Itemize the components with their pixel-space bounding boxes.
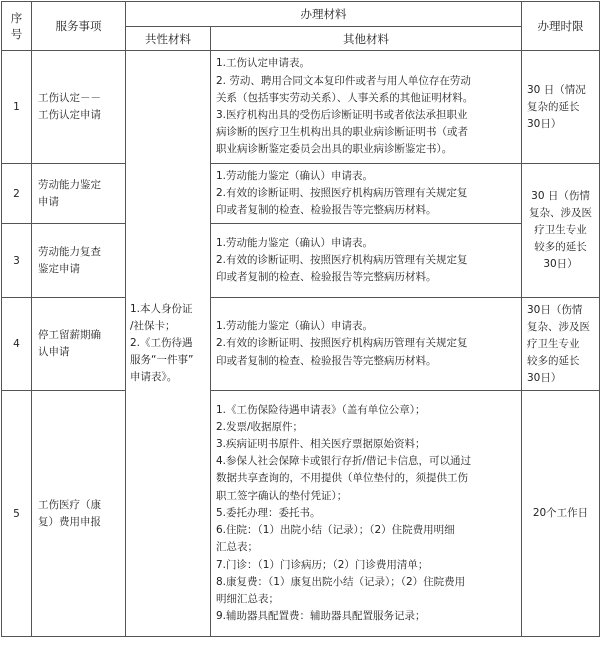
row-number: 5 [2, 391, 32, 637]
other-materials: 1.劳动能力鉴定（确认）申请表。 2.有效的诊断证明、按照医疗机构病历管理有关规定复 印或者复制的检查、检验报告等完整病历材料。 [211, 298, 522, 391]
common-materials: 1.本人身份证 /社保卡； 2.《工伤待遇 服务“一件事” 申请表》。 [126, 51, 211, 637]
row-number: 3 [2, 224, 32, 298]
table-row [2, 298, 600, 391]
time-limit: 20个工作日 [522, 391, 600, 637]
service-item: 劳动能力鉴定 申请 [32, 164, 126, 224]
header-other: 其他材料 [211, 27, 522, 51]
service-item: 停工留薪期确 认申请 [32, 298, 126, 391]
header-service: 服务事项 [32, 2, 126, 51]
table-row [2, 224, 600, 298]
header-row-1 [2, 2, 600, 27]
other-materials: 1.《工伤保险待遇申请表》（盖有单位公章）； 2.发票/收据原件； 3.疾病证明书原件、相关医疗票据原始资料； 4.参保人社会保障卡或银行存折/借记卡信息，可以通过 数据共享查询的，不用提供（单位垫付的，须提供工伤 职工签字确认的垫付凭证）； 5.委托办理：委托书。 6.住院：（1）出院小结（记录）；（2）住院费用明细 汇总表； 7.门诊：（1）门诊病历；（2）门诊费用清单； 8.康复费：（1）康复出院小结（记录）；（2）住院费用 明细汇总表； 9.辅助器具配置费：辅助器具配置服务记录； [211, 391, 522, 637]
row-number: 4 [2, 298, 32, 391]
row-number: 1 [2, 51, 32, 164]
time-limit: 30日（伤情 复杂、涉及医 疗卫生专业 较多的延长 30日） [522, 298, 600, 391]
time-limit: 30 日（情况 复杂的延长 30日） [522, 51, 600, 164]
header-materials: 办理材料 [126, 2, 522, 27]
other-materials: 1.劳动能力鉴定（确认）申请表。 2.有效的诊断证明、按照医疗机构病历管理有关规定复 印或者复制的检查、检验报告等完整病历材料。 [211, 164, 522, 224]
service-item: 劳动能力复查 鉴定申请 [32, 224, 126, 298]
table-row [2, 391, 600, 637]
table-row [2, 51, 600, 164]
other-materials: 1.工伤认定申请表。 2. 劳动、聘用合同文本复印件或者与用人单位存在劳动 关系（包括事实劳动关系）、人事关系的其他证明材料。 3.医疗机构出具的受伤后诊断证明书或者依法承担职业 病诊断的医疗卫生机构出具的职业病诊断证明书（或者 职业病诊断鉴定委员会出具的职业病诊断鉴定书）。 [211, 51, 522, 164]
header-time: 办理时限 [522, 2, 600, 51]
time-limit: 30 日（伤情 复杂、涉及医 疗卫生专业 较多的延长 30日） [522, 164, 600, 298]
row-number: 2 [2, 164, 32, 224]
header-common: 共性材料 [126, 27, 211, 51]
other-materials: 1.劳动能力鉴定（确认）申请表。 2.有效的诊断证明、按照医疗机构病历管理有关规定复 印或者复制的检查、检验报告等完整病历材料。 [211, 224, 522, 298]
materials-table [1, 1, 600, 637]
service-item: 工伤医疗（康 复）费用申报 [32, 391, 126, 637]
header-num: 序 号 [2, 2, 32, 51]
table-row [2, 164, 600, 224]
service-item: 工伤认定－－ 工伤认定申请 [32, 51, 126, 164]
